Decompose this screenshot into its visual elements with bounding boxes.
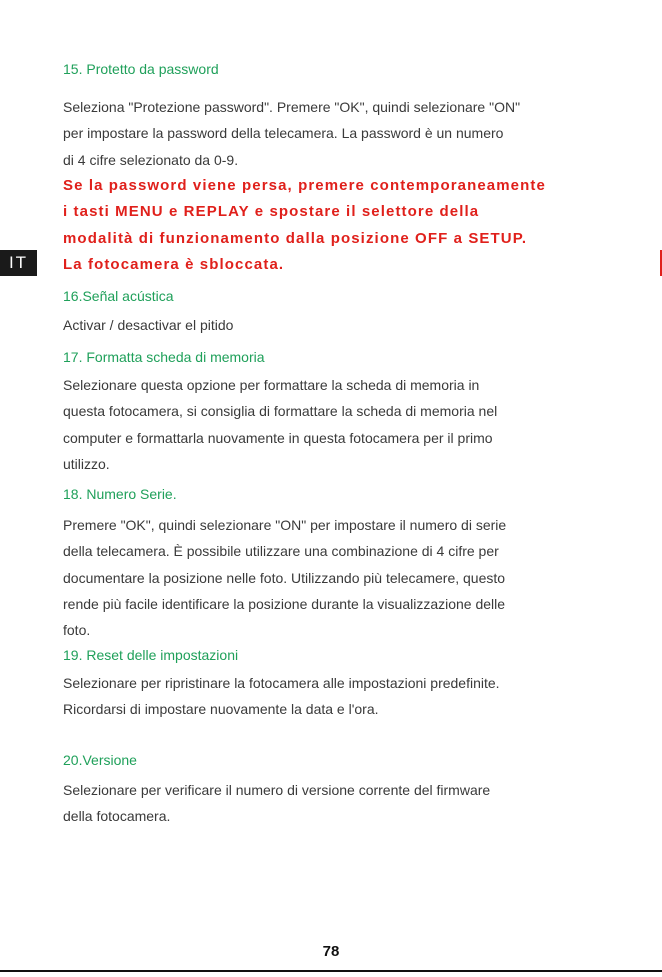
text-line: utilizzo. <box>63 455 110 472</box>
section-16-heading: 16.Señal acústica <box>63 288 174 304</box>
text-line: documentare la posizione nelle foto. Utilizzando più telecamere, questo <box>63 569 506 586</box>
section-19-body <box>63 670 623 723</box>
section-17-body <box>63 372 623 477</box>
text-line: Activar / desactivar el pitido <box>63 317 234 333</box>
section-18-heading: 18. Numero Serie. <box>63 486 177 502</box>
text-line: questa fotocamera, si consiglia di formattare la scheda di memoria nel <box>63 403 498 420</box>
bottom-rule <box>0 970 662 972</box>
language-tab: IT <box>0 250 37 276</box>
text-line: Premere "OK", quindi selezionare "ON" per impostare il numero di serie <box>63 517 507 533</box>
section-15-body <box>63 94 623 173</box>
warning-line: modalità di funzionamento dalla posizione OFF a SETUP. <box>63 229 528 247</box>
section-16-body <box>63 312 623 338</box>
text-line: di 4 cifre selezionato da 0-9. <box>63 151 239 168</box>
text-line: Selezionare per verificare il numero di versione corrente del firmware <box>63 782 491 798</box>
section-20-body <box>63 777 623 830</box>
text-line: Ricordarsi di impostare nuovamente la data e l'ora. <box>63 701 379 718</box>
warning-line: Se la password viene persa, premere contemporaneamente <box>63 177 546 194</box>
text-line: della telecamera. È possibile utilizzare una combinazione di 4 cifre per <box>63 543 499 560</box>
section-19-heading: 19. Reset delle impostazioni <box>63 647 239 663</box>
text-line: Selezionare per ripristinare la fotocamera alle impostazioni predefinite. <box>63 675 500 691</box>
text-line: foto. <box>63 622 91 639</box>
section-18-body <box>63 512 623 643</box>
text-line: per impostare la password della telecamera. La password è un numero <box>63 125 504 142</box>
section-17-heading: 17. Formatta scheda di memoria <box>63 349 265 365</box>
text-line: della fotocamera. <box>63 808 171 825</box>
warning-line: i tasti MENU e REPLAY e spostare il selettore della <box>63 203 480 221</box>
password-warning <box>63 173 633 278</box>
warning-line: La fotocamera è sbloccata. <box>63 255 285 273</box>
section-20-heading: 20.Versione <box>63 752 137 768</box>
section-15-heading: 15. Protetto da password <box>63 61 219 77</box>
text-line: rende più facile identificare la posizione durante la visualizzazione delle <box>63 595 506 612</box>
text-line: Selezionare questa opzione per formattare la scheda di memoria in <box>63 377 480 393</box>
page-number: 78 <box>322 943 340 960</box>
text-line: Seleziona "Protezione password". Premere "OK", quindi selezionare "ON" <box>63 99 521 115</box>
text-line: computer e formattarla nuovamente in questa fotocamera per il primo <box>63 429 493 446</box>
